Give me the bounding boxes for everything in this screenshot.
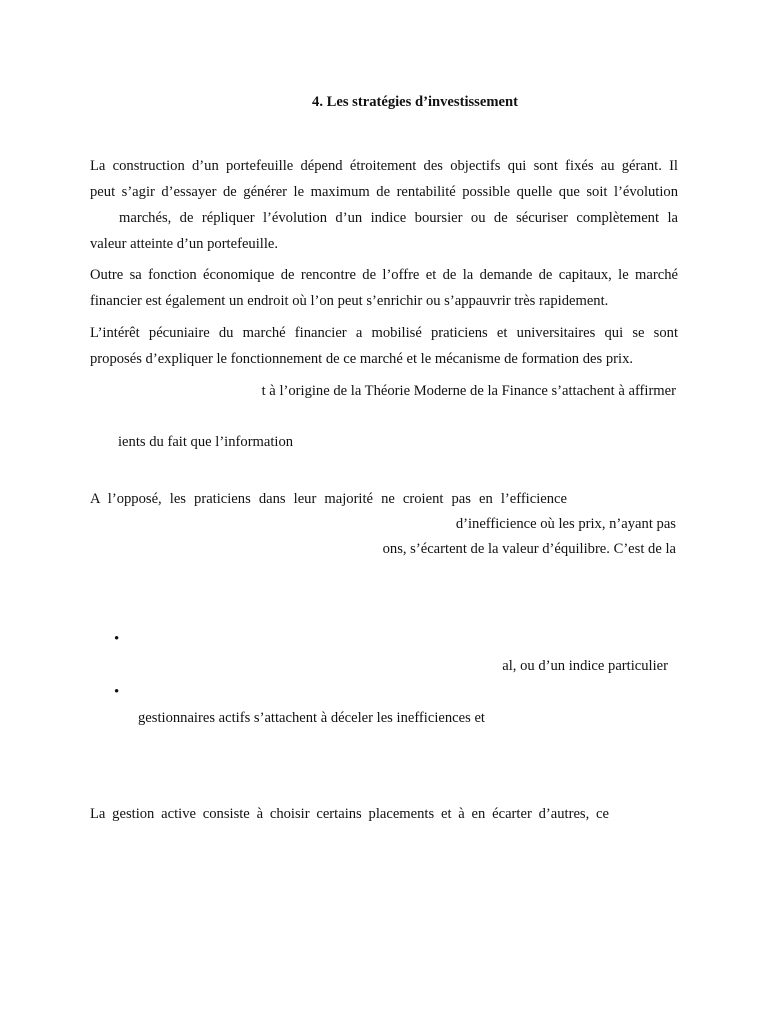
paragraph-4-line-3: ons, s’écartent de la valeur d’équilibre. C’est de la: [382, 541, 676, 557]
paragraph-1-line-2: peut s’agir d’essayer de générer le maximum de rentabilité possible quelle que soit l’évolution: [90, 184, 678, 200]
paragraph-4-line-1: A l’opposé, les praticiens dans leur majorité ne croient pas en l’efficience: [90, 491, 567, 507]
information-fragment-line: ients du fait que l’information: [118, 434, 294, 450]
paragraph-1-line-1: La construction d’un portefeuille dépend étroitement des objectifs qui sont fixés au gérant. Il: [90, 158, 678, 174]
paragraph-2-line-1: Outre sa fonction économique de rencontre de l’offre et de la demande de capitaux, le marché: [90, 267, 678, 283]
bullet-1-marker: •: [114, 631, 120, 647]
theory-fragment-line: t à l’origine de la Théorie Moderne de la Finance s’attachent à affirmer: [261, 383, 676, 399]
bullet-2-marker: •: [114, 684, 120, 700]
paragraph-1-line-4: valeur atteinte d’un portefeuille.: [90, 236, 279, 252]
section-heading: 4. Les stratégies d’investissement: [312, 94, 518, 110]
bullet-2-fragment: gestionnaires actifs s’attachent à déceler les inefficiences et: [138, 710, 485, 726]
paragraph-3-line-1: L’intérêt pécuniaire du marché financier a mobilisé praticiens et universitaires qui se sont: [90, 325, 678, 341]
paragraph-4-line-2: d’inefficience où les prix, n’ayant pas: [455, 516, 676, 532]
paragraph-3-line-2: proposés d’expliquer le fonctionnement de ce marché et le mécanisme de formation des prix.: [90, 351, 634, 367]
paragraph-5-line-1: La gestion active consiste à choisir certains placements et à en écarter d’autres, ce: [90, 806, 609, 822]
paragraph-2-line-2: financier est également un endroit où l’on peut s’enrichir ou s’appauvrir très rapidement.: [90, 293, 609, 309]
paragraph-1-line-3: marchés, de répliquer l’évolution d’un indice boursier ou de sécuriser complètement la: [119, 210, 678, 226]
bullet-1-fragment: al, ou d’un indice particulier: [502, 658, 668, 674]
